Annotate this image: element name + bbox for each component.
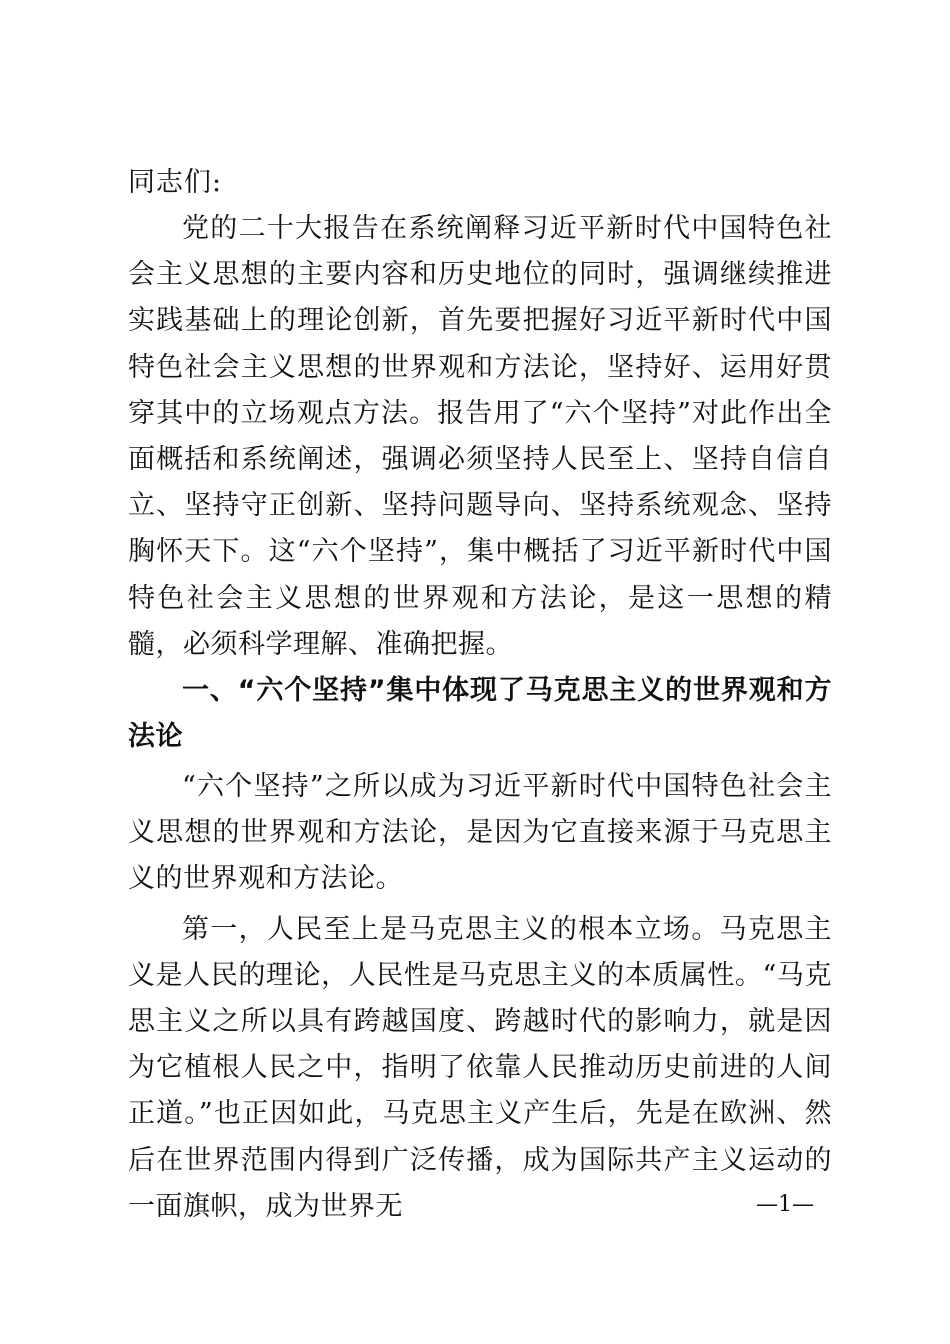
- document-body: [128, 160, 832, 1230]
- section-heading: 一、“六个坚持”集中体现了马克思主义的世界观和方法论: [128, 675, 832, 753]
- salutation: 同志们:: [128, 167, 223, 198]
- page-number: —1—: [756, 1192, 814, 1217]
- section-paragraph-1: “六个坚持”之所以成为习近平新时代中国特色社会主义思想的世界观和方法论，是因为它直接来源于马克思主义的世界观和方法论。: [128, 771, 832, 895]
- intro-paragraph: 党的二十大报告在系统阐释习近平新时代中国特色社会主义思想的主要内容和历史地位的同时，强调继续推进实践基础上的理论创新，首先要把握好习近平新时代中国特色社会主义思想的世界观和方法论，坚持好、运用好贯穿其中的立场观点方法。报告用了“六个坚持”对此作出全面概括和系统阐述，强调必须坚持人民至上、坚持自信自立、坚持守正创新、坚持问题导向、坚持系统观念、坚持胸怀天下。这“六个坚持”，集中概括了习近平新时代中国特色社会主义思想的世界观和方法论，是这一思想的精髓，必须科学理解、准确把握。: [128, 213, 832, 660]
- section-paragraph-2: 第一，人民至上是马克思主义的根本立场。马克思主义是人民的理论，人民性是马克思主义的本质属性。“马克思主义之所以具有跨越国度、跨越时代的影响力，就是因为它植根人民之中，指明了依靠人民推动历史前进的人间正道。”也正因如此，马克思主义产生后，先是在欧洲、然后在世界范围内得到广泛传播，成为国际共产主义运动的一面旗帜，成为世界无: [128, 913, 832, 1222]
